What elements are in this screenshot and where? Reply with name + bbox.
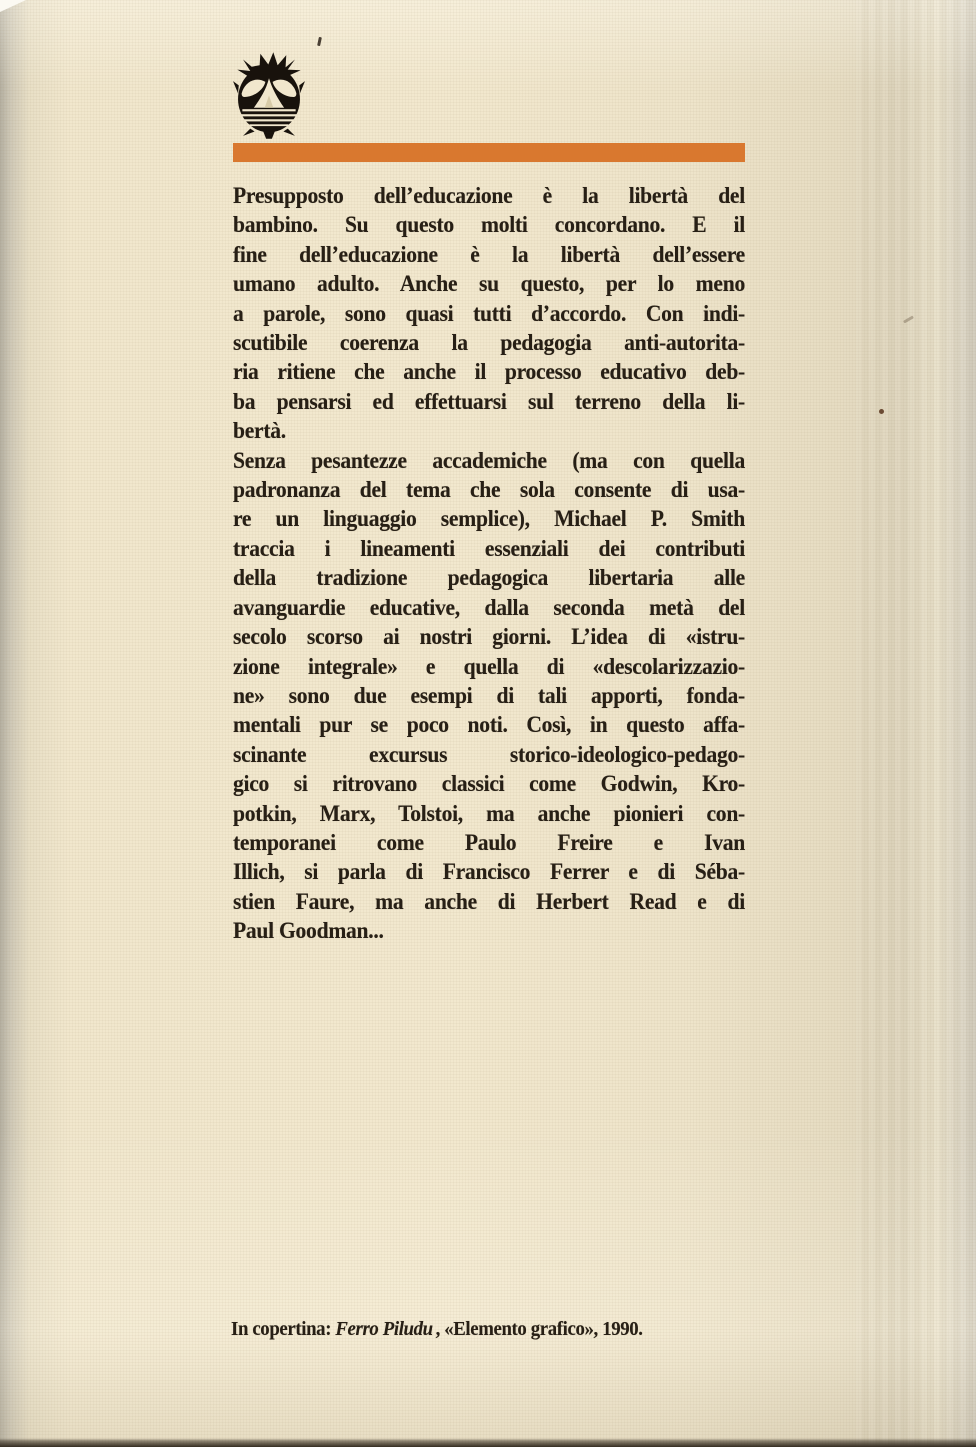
scan-corner-artifact	[0, 0, 26, 12]
blurb-line: scutibile coerenza la pedagogia anti-autorita-	[233, 330, 745, 356]
scan-speck	[903, 315, 914, 323]
blurb-line: mentali pur se poco noti. Così, in questo affa-	[233, 712, 745, 738]
scan-mark	[317, 37, 322, 46]
caption-suffix: , «Elemento grafico», 1990.	[435, 1318, 643, 1340]
paper-texture-overlay	[856, 0, 976, 1447]
blurb-line: bambino. Su questo molti concordano. E il	[233, 212, 745, 238]
publisher-logo-icon	[233, 52, 305, 139]
blurb-line: padronanza del tema che sola consente di usa-	[233, 477, 745, 503]
blurb-line: fine dell’educazione è la libertà dell’essere	[233, 241, 745, 267]
blurb-line: Presupposto dell’educazione è la libertà del	[233, 183, 745, 208]
blurb-line: Paul Goodman...	[233, 918, 384, 944]
cover-credit-caption	[231, 1318, 643, 1341]
blurb-line: umano adulto. Anche su questo, per lo meno	[233, 271, 745, 297]
blurb-line: zione integrale» e quella di «descolarizzazio-	[233, 653, 745, 679]
scan-bottom-edge	[0, 1438, 976, 1447]
blurb-line: Senza pesantezze accademiche (ma con quella	[233, 447, 745, 473]
blurb-line: traccia i lineamenti essenziali dei contributi	[233, 535, 745, 561]
blurb-line: Illich, si parla di Francisco Ferrer e di Séba-	[233, 859, 745, 885]
blurb-line: della tradizione pedagogica libertaria alle	[233, 565, 745, 591]
blurb-text	[233, 181, 745, 946]
blurb-line: secolo scorso ai nostri giorni. L’idea di «istru-	[233, 624, 745, 650]
blurb-line: gico si ritrovano classici come Godwin, Kro-	[233, 771, 745, 797]
blurb-line: ba pensarsi ed effettuarsi sul terreno della li-	[233, 388, 745, 414]
blurb-line: re un linguaggio semplice), Michael P. Smith	[233, 506, 745, 532]
blurb-line: potkin, Marx, Tolstoi, ma anche pionieri con-	[233, 800, 745, 826]
blurb-line: ne» sono due esempi di tali apporti, fonda-	[233, 682, 745, 708]
caption-artist-name: Ferro Piludu	[335, 1318, 433, 1340]
scan-speck	[879, 409, 884, 414]
blurb-line: avanguardie educative, dalla seconda metà del	[233, 594, 745, 620]
blurb-line: a parole, sono quasi tutti d’accordo. Con indi-	[233, 300, 745, 326]
blurb-line: stien Faure, ma anche di Herbert Read e di	[233, 888, 745, 914]
blurb-line: temporanei come Paulo Freire e Ivan	[233, 829, 745, 855]
blurb-line: scinante excursus storico-ideologico-pedago-	[233, 741, 745, 767]
blurb-line: ria ritiene che anche il processo educativo deb-	[233, 359, 745, 385]
blurb-line: bertà.	[233, 418, 286, 444]
caption-prefix: In copertina:	[231, 1318, 336, 1340]
accent-divider	[233, 143, 745, 162]
